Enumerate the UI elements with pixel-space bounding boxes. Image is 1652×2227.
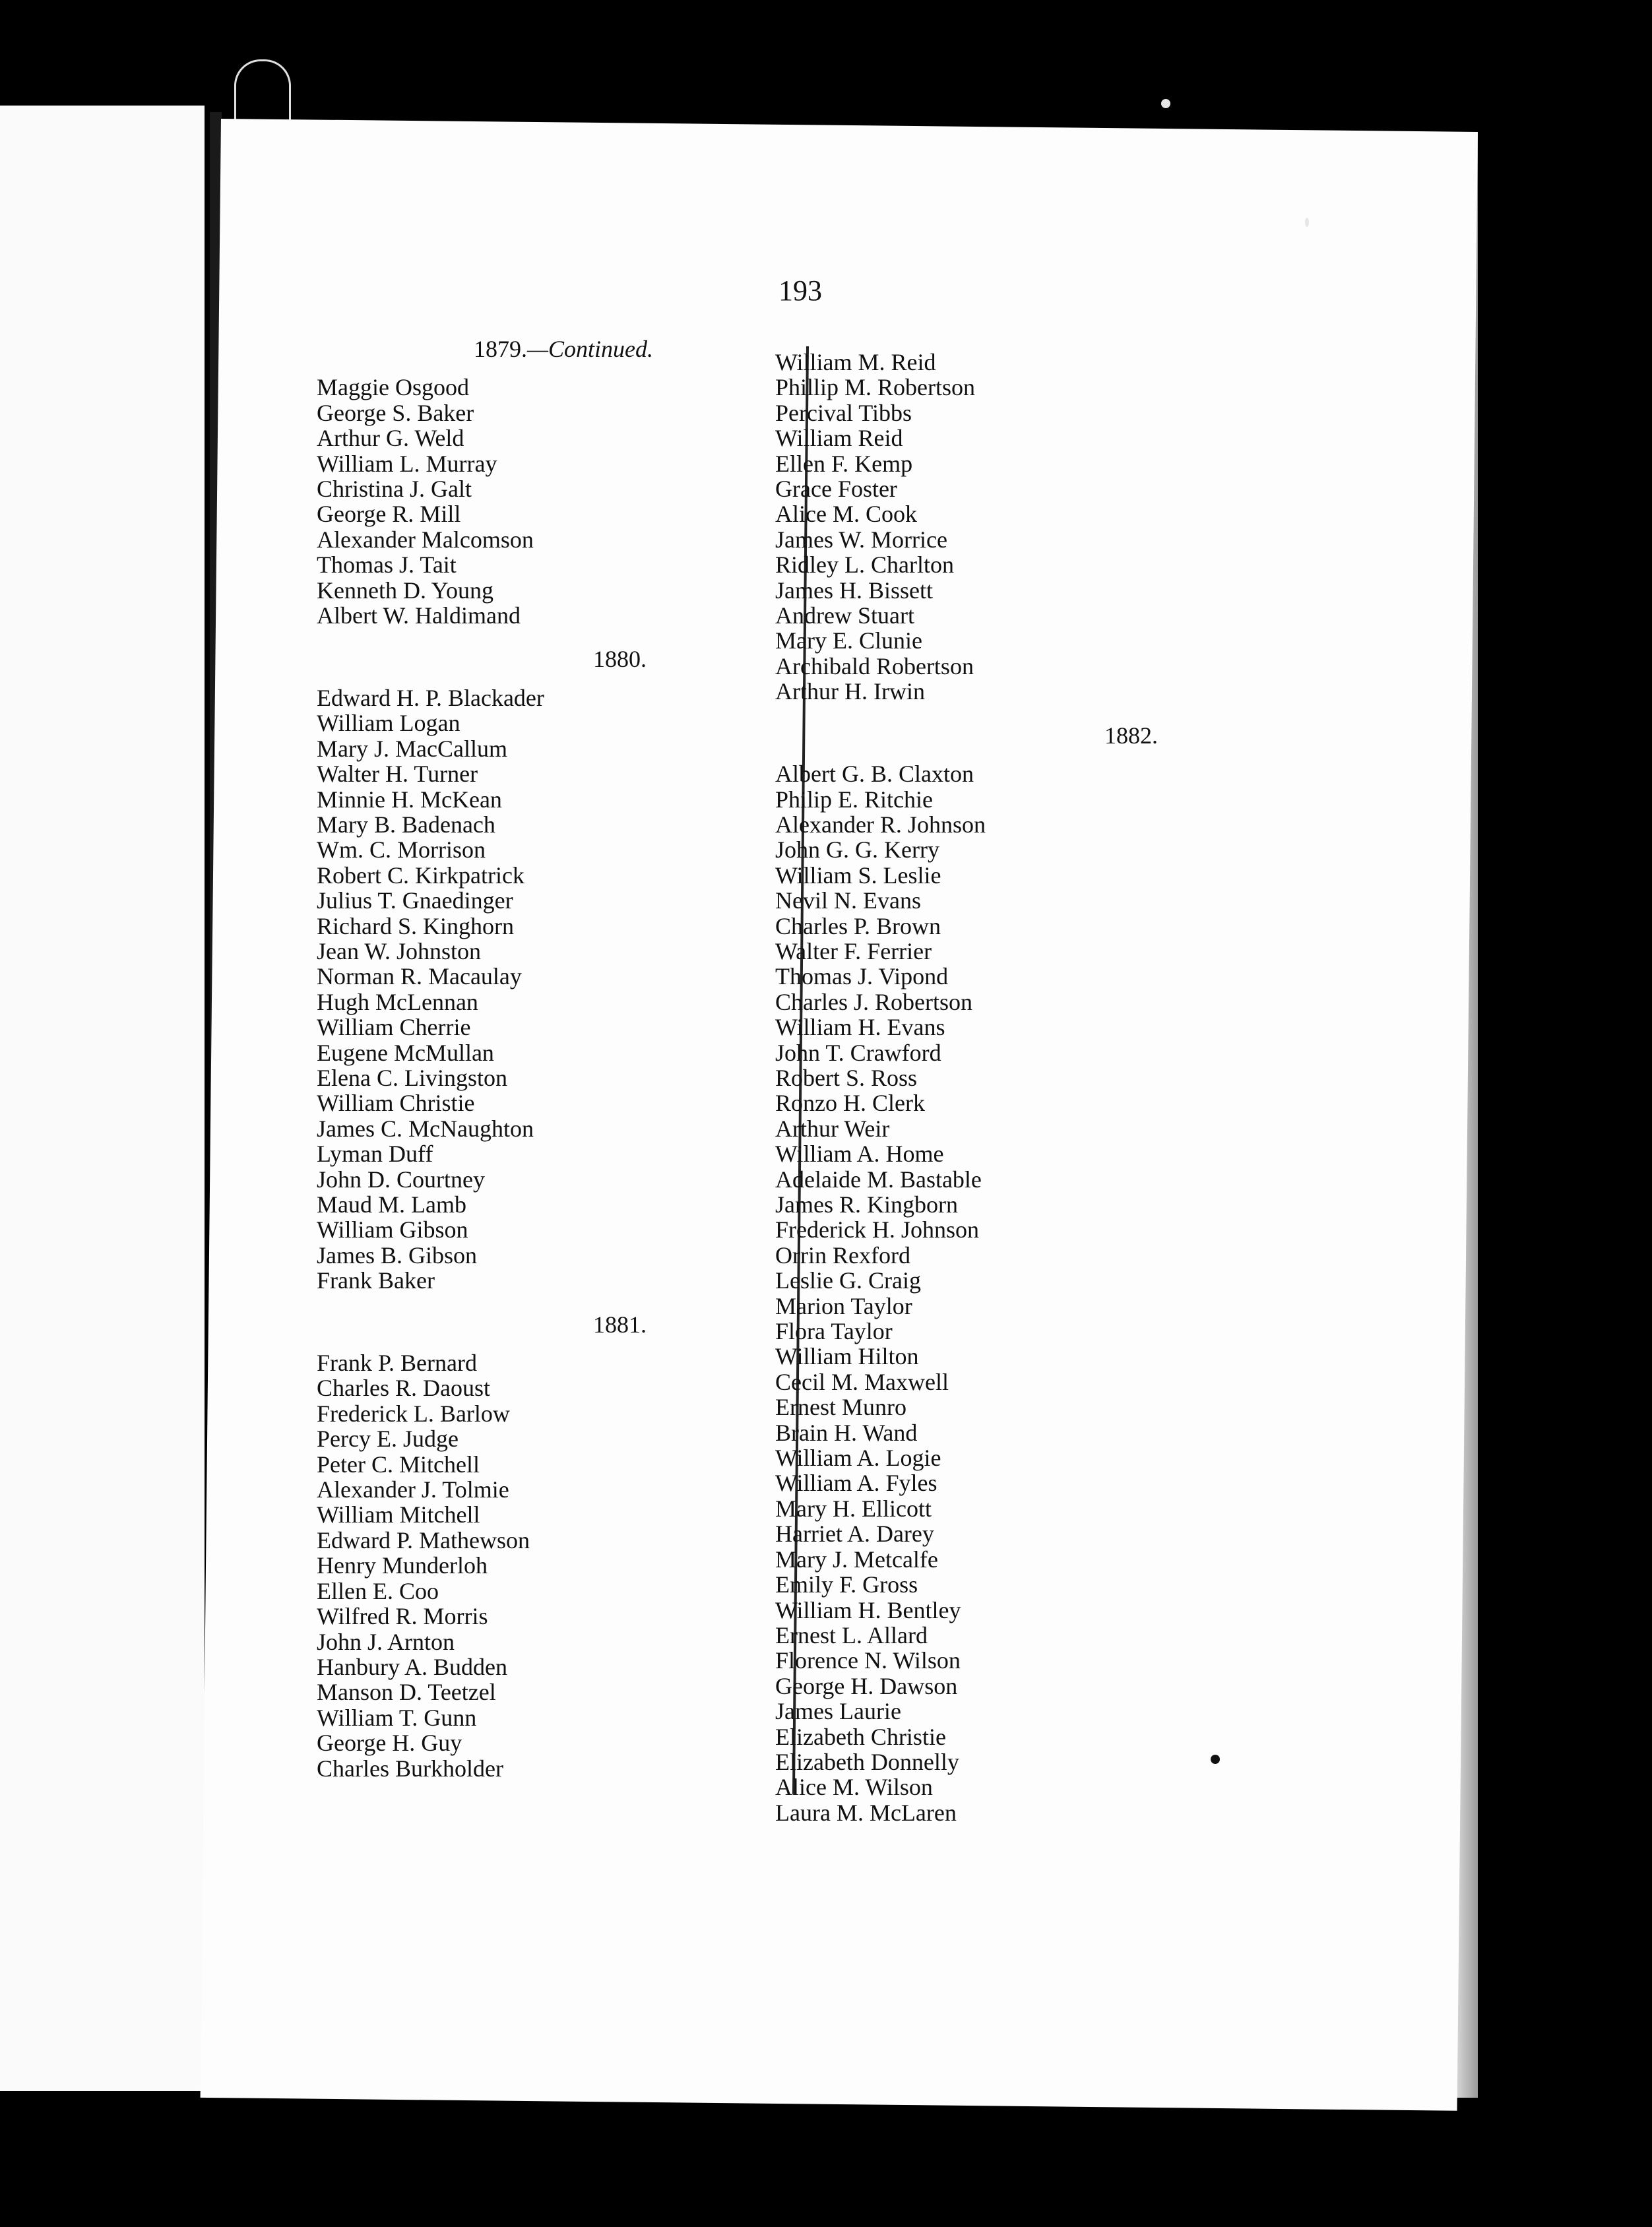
year-block [775, 350, 1237, 705]
name-entry: Mary H. Ellicott [775, 1495, 932, 1522]
name-entry: Albert W. Haldimand [317, 602, 521, 629]
name-entry: Ellen F. Kemp [775, 450, 913, 477]
name-entry: Grace Foster [775, 476, 897, 503]
name-entry: Charles J. Robertson [775, 988, 972, 1015]
name-list [775, 350, 1237, 705]
name-entry: Wilfred R. Morris [317, 1603, 488, 1630]
name-entry: Wm. C. Morrison [317, 836, 486, 863]
name-entry: Brain H. Wand [775, 1419, 918, 1446]
name-entry: Mary B. Badenach [317, 811, 495, 838]
name-entry: Robert C. Kirkpatrick [317, 862, 524, 889]
name-entry: Robert S. Ross [775, 1064, 918, 1091]
name-entry: Ellen E. Coo [317, 1577, 439, 1604]
name-entry: Maud M. Lamb [317, 1191, 466, 1218]
name-entry: Mary E. Clunie [775, 627, 922, 654]
year-heading [317, 336, 726, 361]
name-entry: Alexander Malcomson [317, 526, 534, 553]
name-entry: William H. Bentley [775, 1596, 961, 1623]
name-entry: Minnie H. McKean [317, 786, 502, 813]
name-entry: Walter F. Ferrier [775, 937, 932, 964]
name-entry: William Hilton [775, 1343, 919, 1370]
name-entry: Hanbury A. Budden [317, 1653, 507, 1680]
scan-speck [1305, 218, 1309, 227]
name-entry: James R. Kingborn [775, 1191, 958, 1218]
name-entry: George R. Mill [317, 501, 461, 528]
year-heading [317, 646, 726, 672]
name-entry: Walter H. Turner [317, 761, 478, 788]
name-entry: Orrin Rexford [775, 1241, 910, 1269]
name-entry: William Cherrie [317, 1014, 471, 1041]
name-entry: Charles P. Brown [775, 912, 941, 939]
name-entry: Ernest Munro [775, 1394, 906, 1421]
name-entry: Ernest L. Allard [775, 1621, 928, 1648]
left-column [317, 336, 726, 1800]
year-label: 1879. [473, 336, 527, 362]
name-entry: George H. Dawson [775, 1672, 958, 1699]
name-entry: Andrew Stuart [775, 602, 914, 629]
name-entry: Jean W. Johnston [317, 937, 482, 964]
name-entry: William Logan [317, 710, 461, 737]
name-entry: William A. Fyles [775, 1470, 937, 1497]
name-entry: Marion Taylor [775, 1292, 912, 1319]
name-entry: Archibald Robertson [775, 652, 974, 679]
year-heading [775, 723, 1237, 748]
name-list [317, 1350, 726, 1781]
year-label: 1881. [593, 1311, 647, 1338]
name-entry: Percy E. Judge [317, 1426, 459, 1453]
name-entry: Elizabeth Donnelly [775, 1748, 959, 1775]
name-entry: Percival Tibbs [775, 399, 912, 426]
facing-page-edge [0, 106, 205, 2091]
name-entry: Albert G. B. Claxton [775, 761, 974, 788]
scan-speck [1161, 99, 1170, 108]
name-entry: Kenneth D. Young [317, 577, 494, 604]
name-entry: Manson D. Teetzel [317, 1679, 496, 1706]
name-entry: Eugene McMullan [317, 1039, 494, 1066]
name-entry: Flora Taylor [775, 1318, 893, 1345]
name-entry: Charles Burkholder [317, 1755, 503, 1782]
name-entry: Alexander R. Johnson [775, 811, 986, 838]
name-entry: Laura M. McLaren [775, 1799, 957, 1826]
name-entry: John G. G. Kerry [775, 836, 939, 863]
name-entry: George H. Guy [317, 1730, 462, 1757]
name-entry: William Christie [317, 1090, 475, 1117]
name-entry: William A. Home [775, 1141, 944, 1168]
name-entry: Julius T. Gnaedinger [317, 887, 513, 914]
name-entry: Mary J. MacCallum [317, 735, 507, 762]
name-entry: Mary J. Metcalfe [775, 1546, 938, 1573]
name-list [317, 685, 726, 1294]
name-entry: Charles R. Daoust [317, 1375, 490, 1402]
continued-label: —Continued. [526, 336, 653, 362]
name-entry: Ridley L. Charlton [775, 551, 954, 579]
name-entry: Arthur G. Weld [317, 425, 464, 452]
page-number: 193 [778, 274, 822, 307]
name-entry: Edward H. P. Blackader [317, 684, 544, 711]
name-entry: William Gibson [317, 1216, 468, 1243]
year-block [775, 723, 1237, 1825]
name-entry: Lyman Duff [317, 1141, 433, 1168]
name-entry: Frederick L. Barlow [317, 1400, 510, 1427]
name-entry: Richard S. Kinghorn [317, 912, 514, 939]
right-column [775, 350, 1237, 1844]
name-entry: James Laurie [775, 1698, 901, 1725]
name-entry: John T. Crawford [775, 1039, 941, 1066]
name-entry: William S. Leslie [775, 862, 941, 889]
name-entry: James C. McNaughton [317, 1115, 534, 1142]
name-entry: Nevil N. Evans [775, 887, 921, 914]
name-entry: Frank Baker [317, 1267, 435, 1294]
name-entry: Elizabeth Christie [775, 1723, 946, 1750]
name-entry: Edward P. Mathewson [317, 1526, 530, 1553]
name-entry: Alice M. Cook [775, 501, 917, 528]
name-entry: Phillip M. Robertson [775, 374, 976, 401]
name-entry: William M. Reid [775, 349, 936, 375]
name-entry: James B. Gibson [317, 1241, 477, 1269]
name-entry: William Mitchell [317, 1501, 480, 1528]
name-entry: George S. Baker [317, 399, 474, 426]
name-list [775, 761, 1237, 1825]
name-entry: Maggie Osgood [317, 374, 469, 401]
name-list [317, 375, 726, 628]
name-entry: Harriet A. Darey [775, 1521, 934, 1548]
name-entry: William H. Evans [775, 1014, 945, 1041]
name-entry: James W. Morrice [775, 526, 947, 553]
name-entry: William T. Gunn [317, 1704, 477, 1731]
name-entry: William L. Murray [317, 450, 497, 477]
name-entry: Frank P. Bernard [317, 1350, 477, 1377]
name-entry: Alice M. Wilson [775, 1774, 933, 1801]
name-entry: Arthur Weir [775, 1115, 890, 1142]
name-entry: Cecil M. Maxwell [775, 1368, 949, 1395]
name-entry: Arthur H. Irwin [775, 678, 925, 705]
name-entry: Thomas J. Vipond [775, 963, 949, 990]
name-entry: John D. Courtney [317, 1166, 485, 1193]
name-entry: Frederick H. Johnson [775, 1216, 979, 1243]
year-heading [317, 1312, 726, 1337]
name-entry: Christina J. Galt [317, 476, 472, 503]
year-block [317, 1312, 726, 1781]
name-entry: Florence N. Wilson [775, 1647, 961, 1674]
name-entry: William A. Logie [775, 1445, 941, 1472]
name-entry: Philip E. Ritchie [775, 786, 933, 813]
name-entry: Norman R. Macaulay [317, 963, 522, 990]
name-entry: Elena C. Livingston [317, 1064, 507, 1091]
name-entry: James H. Bissett [775, 577, 933, 604]
year-block [317, 646, 726, 1293]
name-entry: Adelaide M. Bastable [775, 1166, 982, 1193]
name-entry: Hugh McLennan [317, 988, 478, 1015]
name-entry: Peter C. Mitchell [317, 1451, 480, 1478]
year-label: 1882. [1104, 722, 1158, 749]
year-block [317, 336, 726, 628]
name-entry: Thomas J. Tait [317, 551, 457, 579]
name-entry: Leslie G. Craig [775, 1267, 921, 1294]
year-label: 1880. [593, 646, 647, 673]
scan-speck [1211, 1755, 1220, 1764]
name-entry: Ronzo H. Clerk [775, 1090, 925, 1117]
binding-thread [234, 59, 291, 121]
name-entry: John J. Arnton [317, 1628, 455, 1655]
name-entry: Henry Munderloh [317, 1552, 488, 1579]
name-entry: Emily F. Gross [775, 1571, 918, 1598]
name-entry: Alexander J. Tolmie [317, 1476, 509, 1503]
name-entry: William Reid [775, 425, 903, 452]
